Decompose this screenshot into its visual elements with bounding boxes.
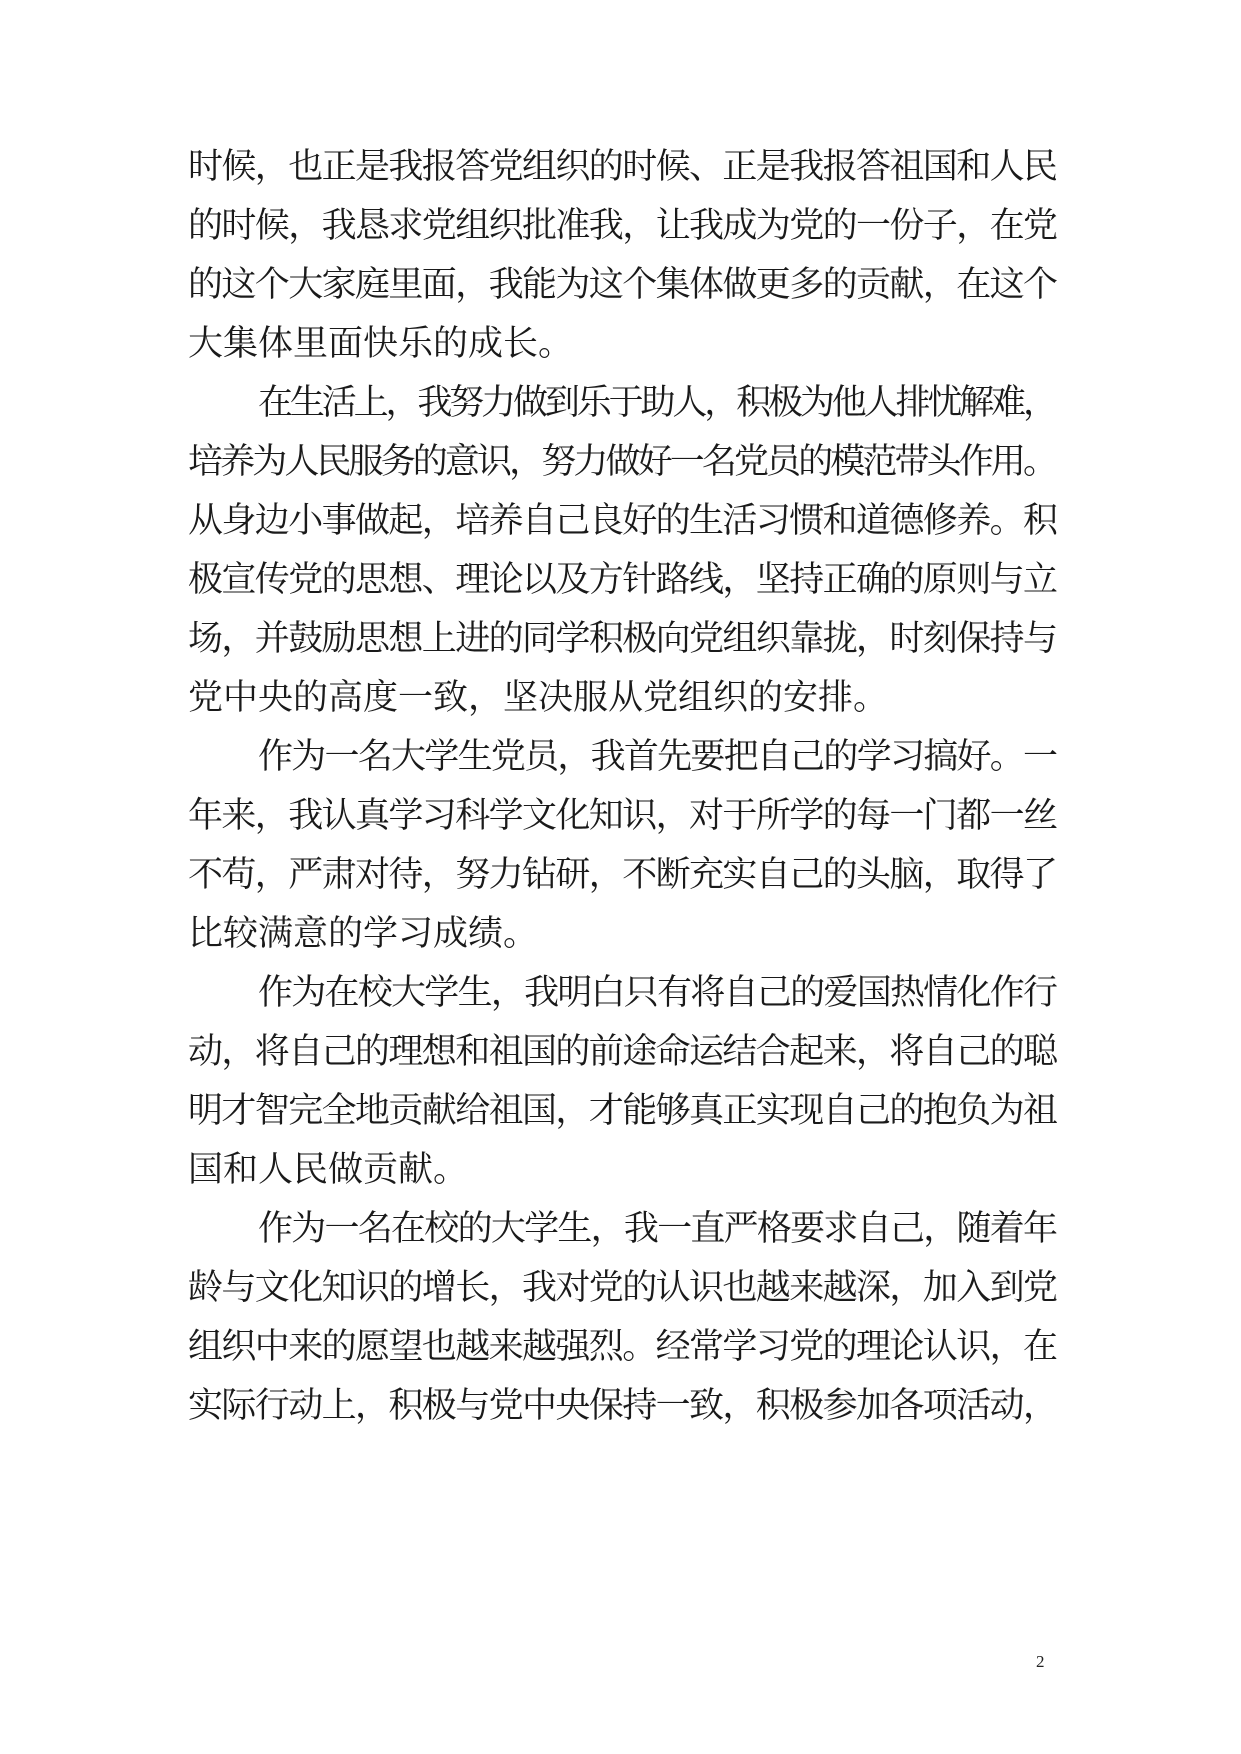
text-line: 实际行动上，积极与党中央保持一致，积极参加各项活动，	[188, 1386, 1057, 1426]
text-line: 明才智完全地贡献给祖国，才能够真正实现自己的抱负为祖	[188, 1091, 1057, 1131]
text-line: 极宣传党的思想、理论以及方针路线，坚持正确的原则与立	[188, 560, 1057, 600]
text-line: 党中央的高度一致，坚决服从党组织的安排。	[188, 678, 889, 718]
text-line: 比较满意的学习成绩。	[188, 914, 539, 954]
text-line: 不苟，严肃对待，努力钻研，不断充实自己的头脑，取得了	[188, 855, 1057, 895]
paragraph-first-line: 在生活上，我努力做到乐于助人，积极为他人排忧解难，	[258, 383, 1055, 423]
text-line: 的这个大家庭里面，我能为这个集体做更多的贡献，在这个	[188, 265, 1057, 305]
text-line: 组织中来的愿望也越来越强烈。经常学习党的理论认识，在	[188, 1327, 1057, 1367]
page-number: 2	[1036, 1652, 1045, 1671]
text-line: 的时候，我恳求党组织批准我，让我成为党的一份子，在党	[188, 206, 1057, 246]
paragraph-first-line: 作为一名在校的大学生，我一直严格要求自己，随着年	[258, 1209, 1057, 1249]
text-line: 培养为人民服务的意识，努力做好一名党员的模范带头作用。	[188, 442, 1056, 482]
text-line: 龄与文化知识的增长，我对党的认识也越来越深，加入到党	[188, 1268, 1057, 1308]
text-line: 时候，也正是我报答党组织的时候、正是我报答祖国和人民	[188, 147, 1057, 187]
paragraph-first-line: 作为一名大学生党员，我首先要把自己的学习搞好。一	[258, 737, 1057, 777]
text-line: 国和人民做贡献。	[188, 1150, 469, 1190]
paragraph-first-line: 作为在校大学生，我明白只有将自己的爱国热情化作行	[258, 973, 1057, 1013]
text-line: 从身边小事做起，培养自己良好的生活习惯和道德修养。积	[188, 501, 1057, 541]
text-line: 场，并鼓励思想上进的同学积极向党组织靠拢，时刻保持与	[188, 619, 1057, 659]
text-line: 大集体里面快乐的成长。	[188, 324, 574, 364]
text-line: 动，将自己的理想和祖国的前途命运结合起来，将自己的聪	[188, 1032, 1057, 1072]
text-line: 年来，我认真学习科学文化知识，对于所学的每一门都一丝	[188, 796, 1057, 836]
